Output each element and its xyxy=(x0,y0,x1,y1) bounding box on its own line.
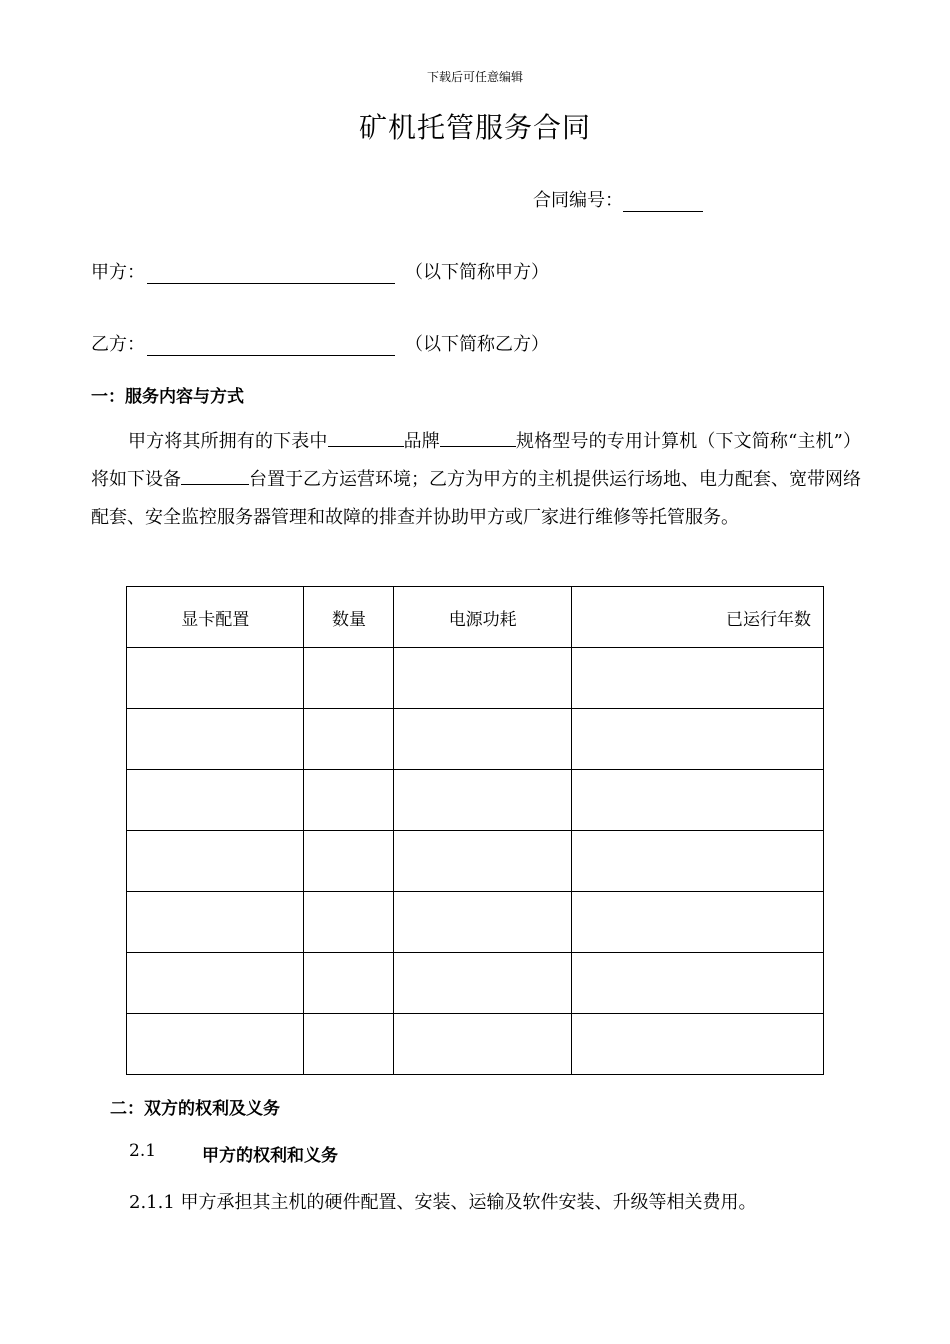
section-1-heading: 一：服务内容与方式 xyxy=(91,387,244,407)
table-cell[interactable] xyxy=(304,831,394,892)
table-cell[interactable] xyxy=(304,770,394,831)
model-blank[interactable] xyxy=(440,428,516,447)
section-2-1-number: 2.1 xyxy=(129,1141,157,1161)
party-b-suffix: （以下简称乙方） xyxy=(405,334,549,355)
header-quantity: 数量 xyxy=(304,587,394,648)
contract-number-blank[interactable] xyxy=(623,191,703,212)
service-paragraph xyxy=(91,423,861,537)
table-row xyxy=(127,953,824,1014)
table-cell[interactable] xyxy=(127,1014,304,1075)
table-cell[interactable] xyxy=(394,648,571,709)
table-row xyxy=(127,648,824,709)
brand-blank[interactable] xyxy=(328,428,404,447)
header-years-run: 已运行年数 xyxy=(571,587,823,648)
table-row xyxy=(127,1014,824,1075)
clause-2-1-1: 2.1.1 甲方承担其主机的硬件配置、安装、运输及软件安装、升级等相关费用。 xyxy=(129,1192,757,1213)
document-title: 矿机托管服务合同 xyxy=(358,111,591,144)
table-cell[interactable] xyxy=(304,709,394,770)
table-cell[interactable] xyxy=(127,709,304,770)
table-cell[interactable] xyxy=(304,953,394,1014)
table-row xyxy=(127,831,824,892)
table-cell[interactable] xyxy=(394,892,571,953)
table-cell[interactable] xyxy=(571,953,823,1014)
header-gpu-config: 显卡配置 xyxy=(127,587,304,648)
table-cell[interactable] xyxy=(127,892,304,953)
table-cell[interactable] xyxy=(127,770,304,831)
party-a-blank[interactable] xyxy=(147,263,395,284)
equipment-table xyxy=(126,586,824,1075)
table-cell[interactable] xyxy=(394,709,571,770)
table-cell[interactable] xyxy=(304,1014,394,1075)
header-power: 电源功耗 xyxy=(394,587,571,648)
section-2-1-title: 甲方的权利和义务 xyxy=(202,1146,338,1166)
para-part-2: 品牌 xyxy=(403,431,440,452)
contract-number-line xyxy=(533,186,703,212)
table-cell[interactable] xyxy=(571,709,823,770)
para-part-3: 规格型号的专用计算机（下文简称“主机”）将如下设备 xyxy=(91,431,862,490)
table-cell[interactable] xyxy=(571,892,823,953)
header-note: 下载后可任意编辑 xyxy=(426,70,523,84)
table-cell[interactable] xyxy=(127,953,304,1014)
party-a-label: 甲方： xyxy=(91,262,145,283)
party-b-line xyxy=(91,330,549,356)
table-cell[interactable] xyxy=(571,770,823,831)
party-b-blank[interactable] xyxy=(147,335,395,356)
para-part-4: 台置于乙方运营环境；乙方为甲方的主机提供运行场地、电力配套、宽带网络配套、安全监控服务器管理和故障的排查并协助甲方或厂家进行维修等托管服务。 xyxy=(91,469,861,528)
table-row xyxy=(127,770,824,831)
table-cell[interactable] xyxy=(304,892,394,953)
section-2-1-heading xyxy=(129,1141,338,1166)
party-b-label: 乙方： xyxy=(91,334,145,355)
para-part-1: 甲方将其所拥有的下表中 xyxy=(128,431,328,452)
table-cell[interactable] xyxy=(571,831,823,892)
table-cell[interactable] xyxy=(571,648,823,709)
contract-number-label: 合同编号： xyxy=(533,190,623,211)
table-cell[interactable] xyxy=(394,1014,571,1075)
party-a-line xyxy=(91,258,549,284)
section-2-heading: 二：双方的权利及义务 xyxy=(110,1099,280,1119)
table-cell[interactable] xyxy=(394,953,571,1014)
party-a-suffix: （以下简称甲方） xyxy=(405,262,549,283)
table-row xyxy=(127,709,824,770)
table-cell[interactable] xyxy=(127,648,304,709)
table-cell[interactable] xyxy=(394,831,571,892)
table-header-row xyxy=(127,587,824,648)
table-cell[interactable] xyxy=(304,648,394,709)
table-cell[interactable] xyxy=(127,831,304,892)
quantity-blank[interactable] xyxy=(181,466,249,485)
table-row xyxy=(127,892,824,953)
table-cell[interactable] xyxy=(571,1014,823,1075)
table-cell[interactable] xyxy=(394,770,571,831)
